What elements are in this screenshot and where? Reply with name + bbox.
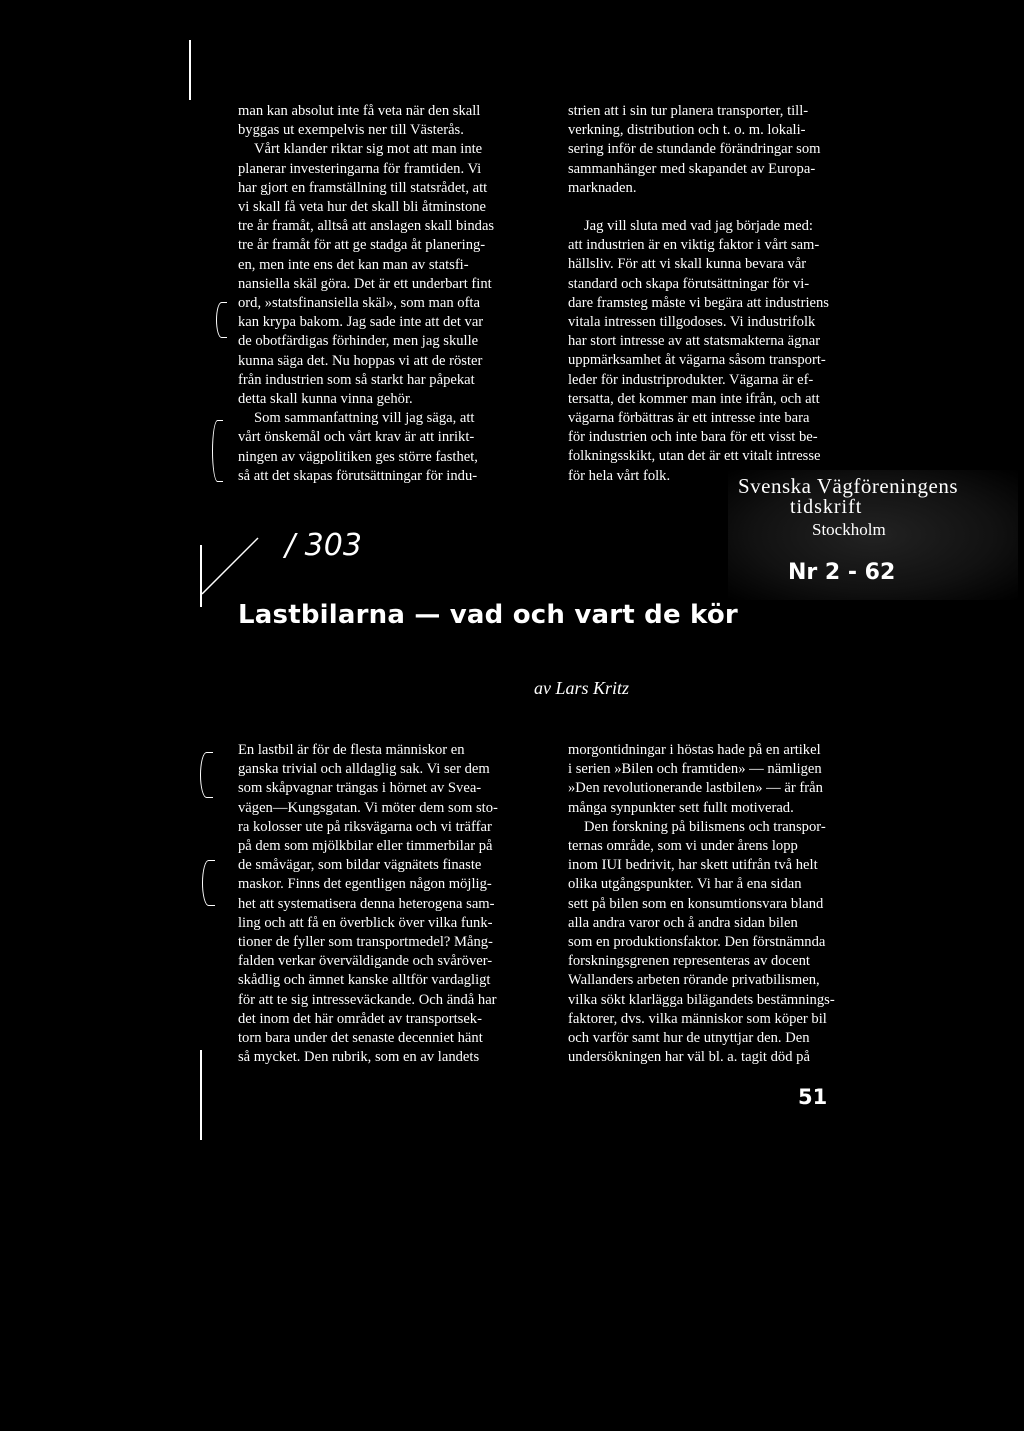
binding-curl <box>216 302 227 338</box>
text-line: de obotfärdigas förhinder, men jag skulle <box>238 333 479 350</box>
column-top-left <box>238 102 556 486</box>
text-line: byggas ut exempelvis ner till Västerås. <box>238 122 464 139</box>
text-line: Jag vill sluta med vad jag började med: <box>584 218 813 235</box>
text-line: Vårt klander riktar sig mot att man inte <box>254 141 483 158</box>
text-line: man kan absolut inte få veta när den skall <box>238 103 481 119</box>
text-line: En lastbil är för de flesta människor en <box>238 742 465 758</box>
text-line: sammanhänger med skapandet av Europa- <box>568 160 816 177</box>
text-line: ternas område, som vi under årens lopp <box>568 838 798 855</box>
text-line: alla andra varor och å andra sidan bilen <box>568 914 798 931</box>
text-line: undersökningen har väl bl. a. tagit död på <box>568 1049 810 1066</box>
text-line: så att det skapas förutsättningar för indu- <box>238 467 478 484</box>
text-line: vägarna förbättras är ett intresse inte bara <box>568 410 810 427</box>
text-line: verkning, distribution och t. o. m. lokali- <box>568 122 806 139</box>
text-line: Som sammanfattning vill jag säga, att <box>254 410 475 427</box>
stamp-issue-number: Nr 2 - 62 <box>788 560 896 585</box>
text-line: så mycket. Den rubrik, som en av landets <box>238 1049 480 1066</box>
text-line: ord, »statsfinansiella skäl», som man ofta <box>238 295 480 312</box>
text-line: och varför samt hur de utnyttjar den. Den <box>568 1030 810 1047</box>
text-line: Wallanders arbeten rörande privatbilismen, <box>568 972 820 989</box>
text-line: het att systematisera denna heterogena sam- <box>238 895 495 912</box>
text-line: för industrien och inte bara för ett visst be- <box>568 429 818 446</box>
text-line: för att te sig intresseväckande. Och ändå har <box>238 991 497 1008</box>
text-line: på dem som mjölkbilar eller timmerbilar på <box>238 838 493 855</box>
text-line: tre år framåt för att ge stadga åt planering- <box>238 237 486 254</box>
text-line: strien att i sin tur planera transporter, till- <box>568 103 809 119</box>
binding-curl <box>212 420 223 482</box>
text-line: vårt önskemål och vårt krav är att inrikt- <box>238 429 475 446</box>
text-line: sett på bilen som en konsumtionsvara bland <box>568 895 824 912</box>
text-line: planerar investeringarna för framtiden. Vi <box>238 160 482 177</box>
article-byline: av Lars Kritz <box>534 678 630 698</box>
stamp-tidskrift: tidskrift <box>790 496 863 518</box>
text-line: kan krypa bakom. Jag sade inte att det var <box>238 314 484 331</box>
stamp-city: Stockholm <box>812 520 886 539</box>
text-line: kunna säga det. Nu hoppas vi att de röster <box>238 352 483 369</box>
column-bottom-right <box>568 741 880 1067</box>
text-line: sering inför de stundande förändringar som <box>568 141 821 158</box>
page-number: 51 <box>798 1085 828 1109</box>
text-line: leder för industriprodukter. Vägarna är ef- <box>568 371 814 388</box>
text-line: maskor. Finns det egentligen någon möjlig- <box>238 876 492 893</box>
text-line: nansiella skäl göra. Det är ett underbart fint <box>238 275 492 292</box>
margin-mark <box>200 1050 202 1140</box>
text-line: vi skall få veta hur det skall bli åtminstone <box>238 199 487 216</box>
text-line: faktorer, dvs. vilka människor som köper bil <box>568 1010 827 1027</box>
text-line: som en produktionsfaktor. Den förstnämnda <box>568 934 826 951</box>
text-line: tersatta, det kommer man inte ifrån, och att <box>568 390 820 407</box>
text-line: det inom det här området av transportsek- <box>238 1010 482 1027</box>
text-line: standard och skapa förutsättningar för vi- <box>568 275 810 292</box>
text-line: vägen—Kungsgatan. Vi möter dem som sto- <box>238 799 498 816</box>
text-line: inom IUI bedrivit, har skett utifrån två helt <box>568 857 818 874</box>
text-line: ningen av vägpolitiken ges större fasthet, <box>238 448 478 465</box>
text-line: ling och att få en överblick över vilka funk- <box>238 914 493 931</box>
binding-curl <box>200 752 213 798</box>
margin-mark <box>189 40 191 100</box>
text-line: tioner de fyller som transportmedel? Mång- <box>238 934 493 951</box>
text-line: Den forskning på bilismens och transpor- <box>584 818 826 835</box>
text-line: detta skall kunna vinna gehör. <box>238 391 413 408</box>
text-line: som skåpvagnar trängas i hörnet av Svea- <box>238 780 482 797</box>
text-line: olika utgångspunkter. Vi har å ena sidan <box>568 876 802 893</box>
text-line: hällsliv. För att vi skall kunna bevara vår <box>568 256 807 273</box>
text-line: många synpunkter sett fullt motiverad. <box>568 799 794 816</box>
text-line: torn bara under det senaste decenniet hänt <box>238 1030 483 1047</box>
text-line: ganska trivial och alldaglig sak. Vi ser dem <box>238 761 490 778</box>
text-line: har gjort en framställning till statsrådet, att <box>238 179 488 196</box>
text-line: ra kolosser ute på riksvägarna och vi träffar <box>238 818 492 835</box>
text-line: för hela vårt folk. <box>568 467 671 484</box>
text-line: att industrien är en viktig faktor i vårt sam- <box>568 237 820 254</box>
column-bottom-left <box>238 741 556 1067</box>
text-line: marknaden. <box>568 179 637 196</box>
text-line: folkningsskikt, utan det är ett vitalt intresse <box>568 448 821 465</box>
text-line: från industrien som så starkt har påpekat <box>238 371 475 388</box>
text-line: de småvägar, som bildar vägnätets finaste <box>238 857 482 874</box>
text-line: tre år framåt, alltså att anslagen skall bindas <box>238 218 495 235</box>
text-line: vilka sökt klarlägga bilägandets bestämnings- <box>568 991 835 1008</box>
text-line: en, men inte ens det kan man av statsfi- <box>238 256 469 273</box>
text-line: morgontidningar i höstas hade på en artikel <box>568 742 821 758</box>
handwritten-slash <box>196 530 266 600</box>
text-line: falden verkar överväldigande och svåröver- <box>238 953 493 970</box>
binding-curl <box>202 860 215 906</box>
text-line: skådlig och ämnet kanske alltför vardagligt <box>238 972 491 989</box>
text-line: uppmärksamhet åt vägarna såsom transport- <box>568 352 826 369</box>
column-top-right <box>568 102 880 486</box>
article-title: Lastbilarna — vad och vart de kör <box>238 600 738 630</box>
text-line: i serien »Bilen och framtiden» — nämligen <box>568 761 822 778</box>
handwritten-number: / 303 <box>285 528 362 563</box>
text-line: dare framsteg måste vi begära att industriens <box>568 294 829 311</box>
text-line: forskningsgrenen representeras av docent <box>568 953 810 970</box>
text-line: har stort intresse av att statsmakterna ägnar <box>568 333 821 350</box>
text-line: »Den revolutionerande lastbilen» — är från <box>568 780 823 797</box>
stamp-journal-name: Svenska Vägföreningens <box>738 474 958 498</box>
text-line: vitala intressen tillgodoses. Vi industrifolk <box>568 314 816 331</box>
